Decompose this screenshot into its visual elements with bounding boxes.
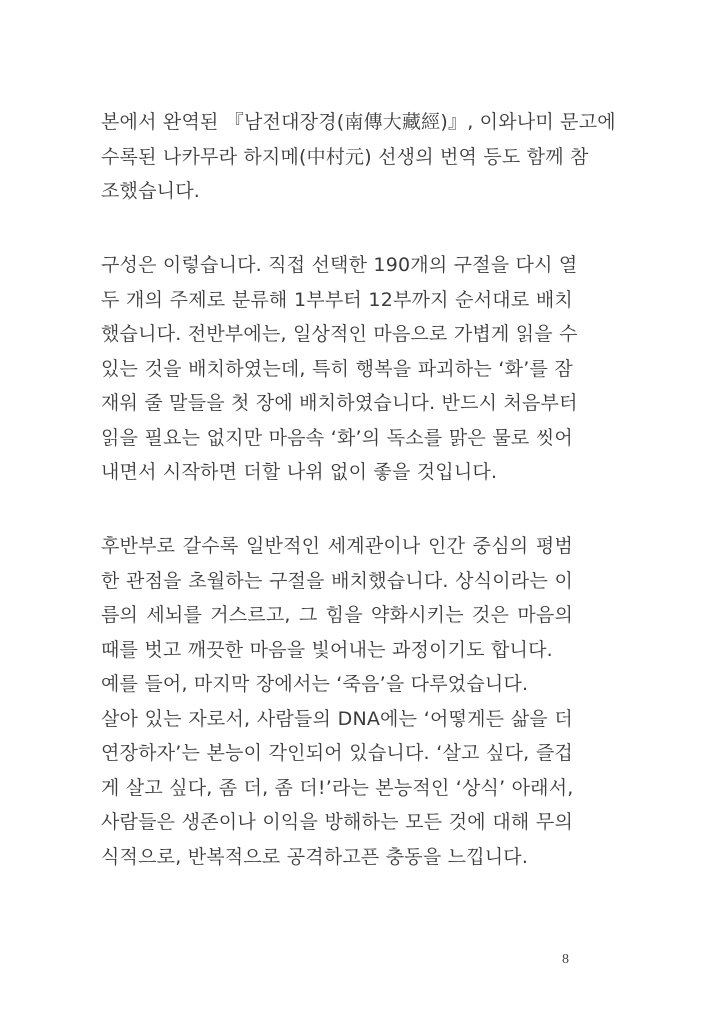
text-line: 연장하자’는 본능이 각인되어 있습니다. ‘살고 싶다, 즐겁 <box>101 742 573 764</box>
text-line: 식적으로, 반복적으로 공격하고픈 충동을 느낍니다. <box>101 845 529 868</box>
text-line: 있는 것을 배치하였는데, 특히 행복을 파괴하는 ‘화’를 잠 <box>101 357 573 380</box>
text-line: 때를 벗고 깨끗한 마음을 빛어내는 과정이기도 합니다. <box>101 638 553 661</box>
text-line: 했습니다. 전반부에는, 일상적인 마음으로 가볍게 읽을 수 <box>101 323 578 345</box>
text-line: 후반부로 갈수록 일반적인 세계관이나 인간 중심의 평범 <box>101 535 573 557</box>
text-line: 사람들은 생존이나 이익을 방해하는 모든 것에 대해 무의 <box>101 811 573 833</box>
text-line: 살아 있는 자로서, 사람들의 DNA에는 ‘어떻게든 삶을 더 <box>101 707 573 730</box>
paragraph-references <box>101 105 616 209</box>
paragraph-structure <box>101 248 578 490</box>
text-line: 구성은 이렇습니다. 직접 선택한 190개의 구절을 다시 열 <box>101 254 578 276</box>
text-line: 조했습니다. <box>101 180 201 202</box>
text-line: 게 살고 싶다, 좀 더, 좀 더!’라는 본능적인 ‘상식’ 아래서, <box>101 776 574 799</box>
text-line: 수록된 나카무라 하지메(中村元) 선생의 번역 등도 함께 참 <box>101 145 589 168</box>
text-line: 내면서 시작하면 더할 나위 없이 좋을 것입니다. <box>101 461 498 483</box>
page-number: 8 <box>562 952 569 967</box>
text-line: 름의 세뇌를 거스르고, 그 힘을 약화시키는 것은 마음의 <box>101 604 573 626</box>
text-line: 재워 줄 말들을 첫 장에 배치하였습니다. 반드시 처음부터 <box>101 392 578 414</box>
text-line: 예를 들어, 마지막 장에서는 ‘죽음’을 다루었습니다. <box>101 673 529 695</box>
text-line: 한 관점을 초월하는 구절을 배치했습니다. 상식이라는 이 <box>101 569 573 592</box>
text-line: 본에서 완역된 『남전대장경(南傳大藏經)』, 이와나미 문고에 <box>101 111 616 133</box>
paragraph-second-half <box>101 529 573 874</box>
text-line: 읽을 필요는 없지만 마음속 ‘화’의 독소를 맑은 물로 씻어 <box>101 426 573 449</box>
text-line: 두 개의 주제로 분류해 1부부터 12부까지 순서대로 배치 <box>101 288 573 311</box>
